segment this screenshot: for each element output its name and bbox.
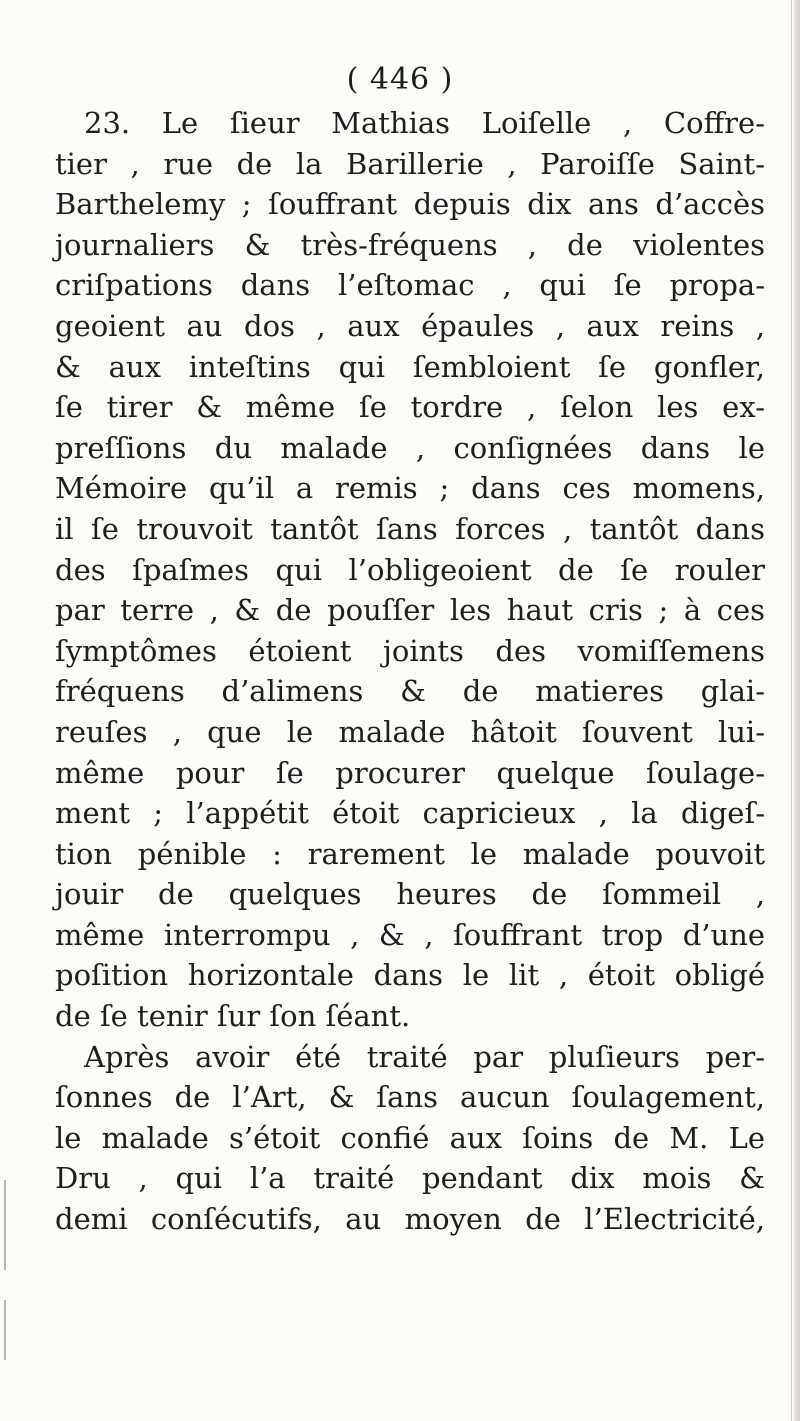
text-line: preſſions du malade , conſignées dans le <box>55 430 765 465</box>
text-line: & aux inteſtins qui ſembloient ſe gonfler, <box>55 349 765 384</box>
text-line: demi conſécutifs, au moyen de l’Electricité, <box>55 1202 765 1237</box>
text-line: même pour ſe procurer quelque ſoulage- <box>55 755 765 790</box>
text-line: ment ; l’appétit étoit capricieux , la digeſ- <box>55 796 765 831</box>
gutter-mark <box>4 1180 6 1270</box>
text-line: ſonnes de l’Art, & ſans aucun ſoulagement, <box>55 1080 765 1115</box>
text-line: geoient au dos , aux épaules , aux reins , <box>55 308 765 343</box>
text-line: ſymptômes étoient joints des vomiſſemens <box>55 633 765 668</box>
text-line: le malade s’étoit confié aux ſoins de M. Le <box>55 1120 765 1155</box>
page-edge-line <box>791 0 792 1421</box>
text-line: journaliers & très-fréquens , de violentes <box>55 227 765 262</box>
gutter-mark <box>4 1300 6 1360</box>
text-line: Barthelemy ; ſouffrant depuis dix ans d’accès <box>55 187 765 222</box>
text-line: reuſes , que le malade hâtoit ſouvent lui- <box>55 714 765 749</box>
text-line: tier , rue de la Barillerie , Paroiſſe Saint- <box>55 146 765 181</box>
text-line: ſe tirer & même ſe tordre , ſelon les ex- <box>55 390 765 425</box>
text-line: Mémoire qu’il a remis ; dans ces momens, <box>55 471 765 506</box>
text-line: par terre , & de pouſſer les haut cris ; à ces <box>55 593 765 628</box>
text-line: Dru , qui l’a traité pendant dix mois & <box>55 1161 765 1196</box>
text-line: il ſe trouvoit tantôt ſans forces , tantôt dans <box>55 511 765 546</box>
text-line: des ſpaſmes qui l’obligeoient de ſe rouler <box>55 552 765 587</box>
page-number: ( 446 ) <box>346 62 454 97</box>
text-line: de ſe tenir ſur ſon ſéant. <box>55 999 411 1034</box>
text-line: criſpations dans l’eſtomac , qui ſe propa- <box>55 268 765 303</box>
body-text <box>55 103 765 1240</box>
text-line: poſition horizontale dans le lit , étoit obligé <box>55 958 765 993</box>
text-line: 23. Le ſieur Mathias Loiſelle , Coffre- <box>84 106 765 140</box>
text-line: fréquens d’alimens & de matieres glai- <box>55 674 765 709</box>
text-line: même interrompu , & , ſouffrant trop d’une <box>55 917 765 952</box>
text-line: tion pénible : rarement le malade pouvoit <box>55 836 765 871</box>
text-line: Après avoir été traité par pluſieurs per- <box>84 1039 765 1074</box>
page-edge <box>794 0 800 1421</box>
text-line: jouir de quelques heures de ſommeil , <box>55 877 765 912</box>
